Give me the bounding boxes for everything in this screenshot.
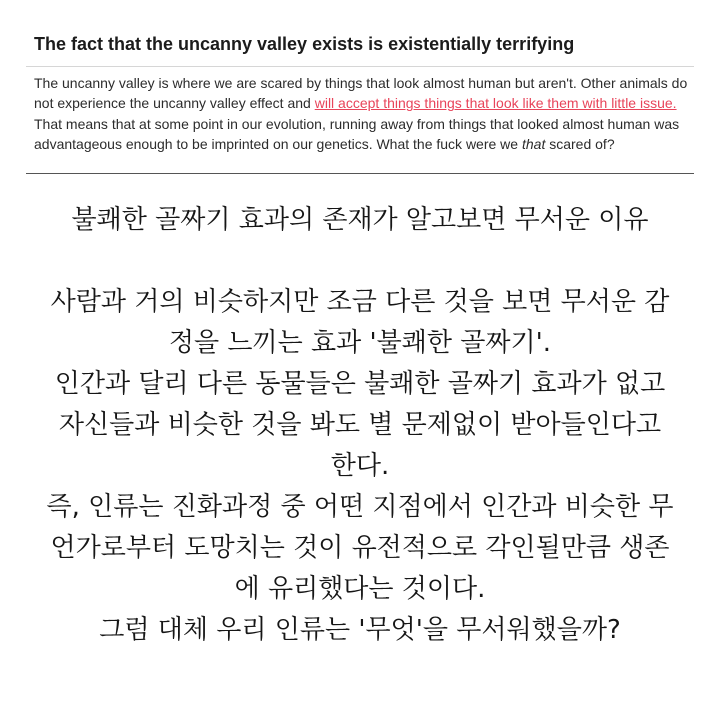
post-title[interactable]: The fact that the uncanny valley exists is existentially terrifying [34, 34, 575, 54]
translation-line: 사람과 거의 비슷하지만 조금 다른 것을 보면 무서운 감 [50, 287, 670, 317]
translation-line: 정을 느끼는 효과 '불쾌한 골짜기'. [168, 328, 552, 358]
translation-line: 그럼 대체 우리 인류는 '무엇'을 무서워했을까? [99, 615, 621, 645]
translation-line: 언가로부터 도망치는 것이 유전적으로 각인될만큼 생존 [50, 533, 670, 563]
translation-line: 즉, 인류는 진화과정 중 어떤 지점에서 인간과 비슷한 무 [46, 492, 674, 522]
korean-translation [0, 200, 720, 651]
post-body-text-middle: That means that at some point in our evolution, running away from things that looked almost human was advantageous enough to be imprinted on our genetics. What the fuck were we [34, 115, 680, 153]
post-body-emphasis: that [521, 136, 546, 153]
post-inline-link[interactable]: will accept things things that look like them with little issue. [314, 95, 677, 112]
translation-line: 인간과 달리 다른 동물들은 불쾌한 골짜기 효과가 없고 [54, 369, 666, 399]
translation-line: 한다. [330, 451, 390, 481]
post-title-divider [26, 66, 694, 67]
translation-line: 에 유리했다는 것이다. [234, 574, 486, 604]
translation-title: 불쾌한 골짜기 효과의 존재가 알고보면 무서운 이유 [71, 205, 649, 235]
post-body-text-end: scared of? [545, 136, 615, 153]
post-body [34, 73, 688, 155]
post-body-text-start: The uncanny valley is where we are scared by things that look almost human but aren't. Other animals do not experience the uncanny valley effect and [34, 75, 688, 112]
post-screenshot-card [26, 22, 694, 174]
translation-line: 자신들과 비슷한 것을 봐도 별 문제없이 받아들인다고 [58, 410, 662, 440]
